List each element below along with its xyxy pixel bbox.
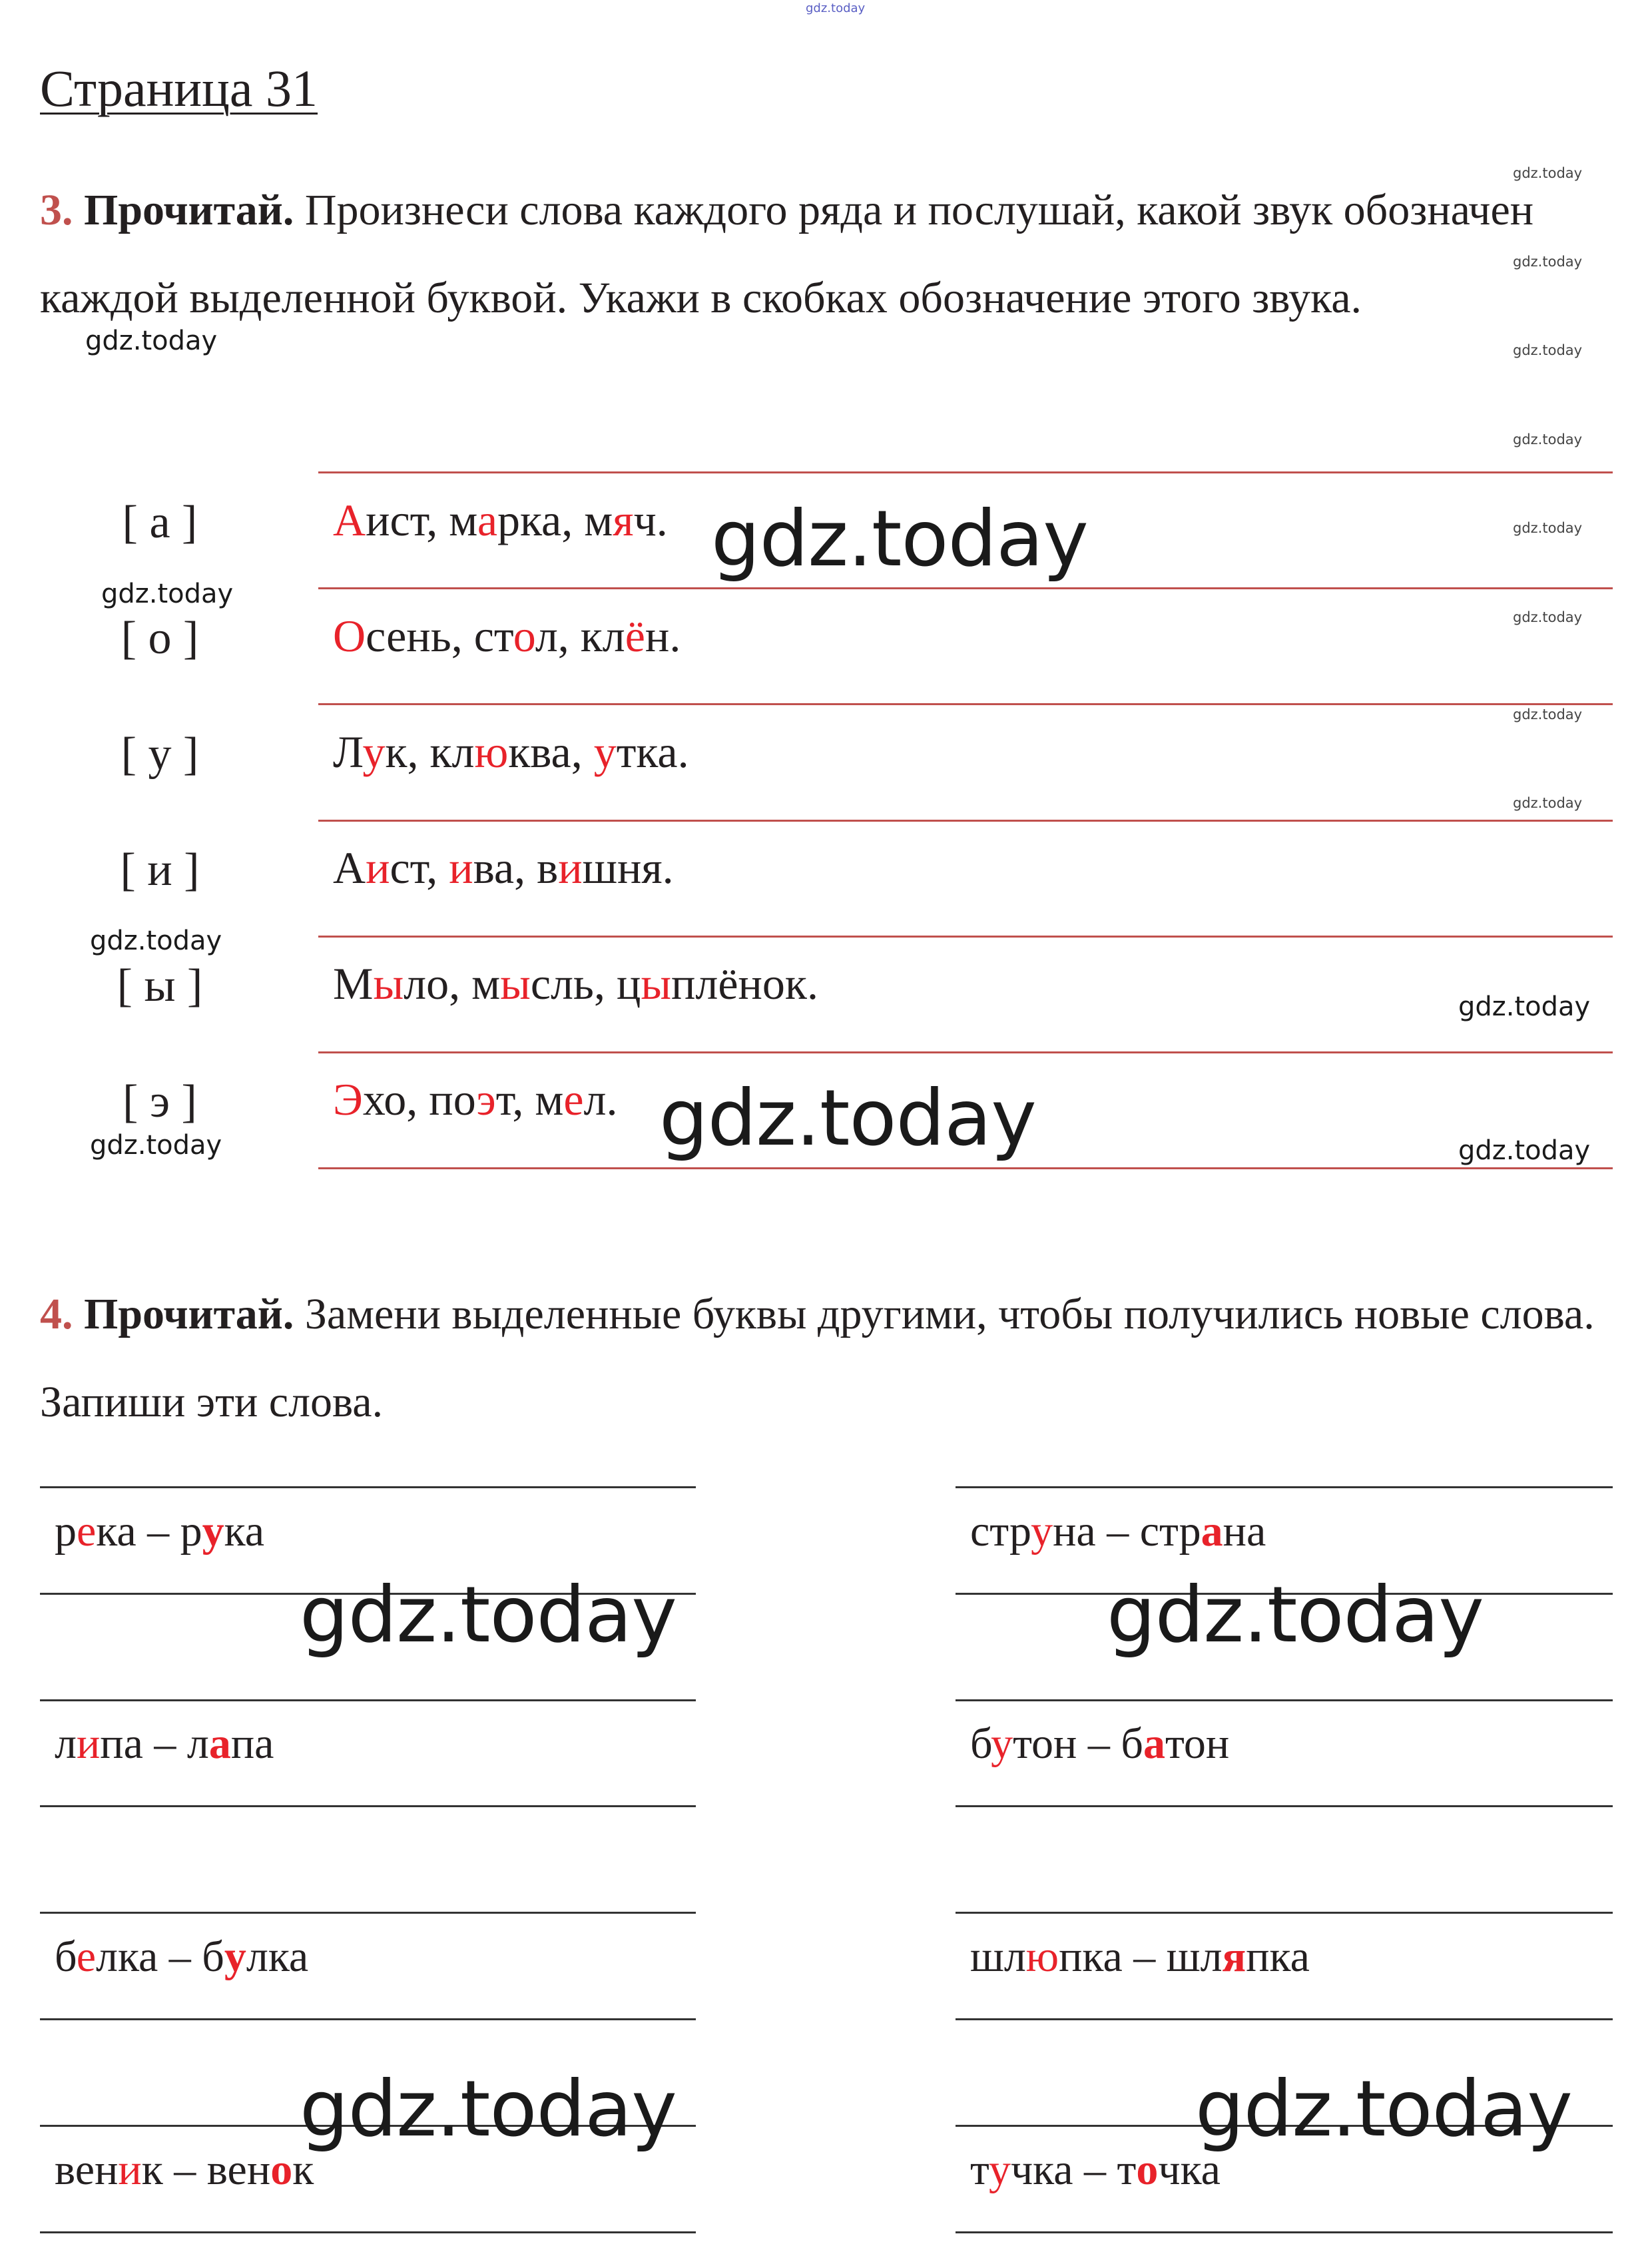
word-text: р [55, 1507, 77, 1555]
writing-line [318, 1167, 1613, 1169]
word-text: ква, [508, 726, 594, 777]
watermark-medium: gdz.today [85, 326, 218, 356]
word-text: пка [1246, 1932, 1310, 1981]
word-text: ист, м [366, 495, 477, 545]
word-text: лка [246, 1932, 309, 1981]
watermark-top: gdz.today [806, 1, 866, 15]
word-row [333, 494, 668, 547]
highlighted-letter: у [988, 2145, 1011, 2194]
highlighted-letter: и [449, 842, 473, 893]
word-text: ва, в [473, 842, 559, 893]
writing-line [956, 2231, 1613, 2233]
watermark-medium: gdz.today [101, 579, 234, 609]
highlighted-letter: я [613, 495, 634, 545]
word-text: л. [583, 1074, 618, 1125]
watermark-medium: gdz.today [1458, 1135, 1591, 1166]
watermark-large: gdz.today [1107, 1570, 1484, 1660]
word-text: к – вен [141, 2145, 271, 2194]
highlighted-letter: у [202, 1507, 224, 1555]
highlighted-letter: ы [641, 958, 672, 1009]
word-text: ст, [390, 842, 449, 893]
task3-number: 3. [40, 186, 73, 234]
sound-label: [ о ] [121, 613, 199, 664]
highlighted-letter: А [333, 495, 366, 545]
word-text: па [230, 1719, 274, 1768]
writing-line [956, 1805, 1613, 1807]
highlighted-letter: я [1222, 1932, 1246, 1981]
highlighted-letter: у [1031, 1507, 1053, 1555]
sound-label: [ а ] [122, 497, 198, 548]
word-text: тка. [616, 726, 689, 777]
word-text: рка, м [497, 495, 613, 545]
writing-line [40, 1486, 696, 1488]
word-text: тон – б [1013, 1719, 1143, 1768]
highlighted-letter: и [76, 1719, 101, 1768]
watermark-large: gdz.today [659, 1073, 1036, 1163]
task4-text: Замени выделенные буквы другими, чтобы получились новые слова. Запиши эти слова. [40, 1290, 1595, 1426]
highlighted-letter: е [76, 1932, 97, 1981]
highlighted-letter: у [991, 1719, 1013, 1768]
word-text: ка [224, 1507, 265, 1555]
watermark-large: gdz.today [300, 1570, 677, 1660]
writing-line [956, 1912, 1613, 1914]
word-row [333, 958, 818, 1010]
word-text: стр [970, 1507, 1031, 1555]
highlighted-letter: ё [625, 611, 645, 661]
task4-number: 4. [40, 1290, 73, 1338]
highlighted-letter: у [362, 726, 386, 777]
word-text: на – стр [1053, 1507, 1201, 1555]
word-text: л [55, 1719, 77, 1768]
writing-line [40, 1912, 696, 1914]
writing-line [318, 703, 1613, 705]
watermark-small: gdz.today [1513, 342, 1583, 358]
word-text: лка – б [96, 1932, 224, 1981]
highlighted-letter: ю [1025, 1932, 1059, 1981]
watermark-large: gdz.today [1195, 2064, 1572, 2154]
writing-line [318, 1051, 1613, 1053]
highlighted-letter: и [366, 842, 390, 893]
writing-line [40, 2018, 696, 2020]
watermark-medium: gdz.today [90, 926, 222, 956]
word-text: б [55, 1932, 77, 1981]
highlighted-letter: ы [373, 958, 404, 1009]
highlighted-letter: ы [500, 958, 531, 1009]
watermark-medium: gdz.today [90, 1130, 222, 1161]
watermark-small: gdz.today [1513, 706, 1583, 722]
word-text: пка – шл [1059, 1932, 1223, 1981]
word-pair [55, 1932, 308, 1982]
word-text: ло, м [404, 958, 501, 1009]
watermark-small: gdz.today [1513, 165, 1583, 181]
word-text: т [970, 2145, 989, 2194]
word-text: па – л [100, 1719, 209, 1768]
word-pair [970, 1932, 1310, 1982]
word-text: тон [1165, 1719, 1230, 1768]
writing-line [40, 1805, 696, 1807]
word-pair [970, 1506, 1266, 1557]
highlighted-letter: ю [474, 726, 509, 777]
word-pair [55, 2145, 314, 2195]
highlighted-letter: е [77, 1507, 97, 1555]
highlighted-letter: Э [333, 1074, 363, 1125]
highlighted-letter: о [270, 2145, 293, 2194]
word-text: А [333, 842, 366, 893]
highlighted-letter: у [224, 1932, 246, 1981]
sound-label: [ и ] [120, 844, 200, 896]
highlighted-letter: О [333, 611, 366, 661]
word-text: хо, по [362, 1074, 477, 1125]
sound-label: [ у ] [121, 728, 199, 780]
task3-text: Произнеси слова каждого ряда и послушай, какой звук обозначен каждой выделенной буквой. Укажи в скобках обозначение этого звука. [40, 186, 1534, 322]
word-text: на [1223, 1507, 1266, 1555]
task4-heading: Прочитай. [84, 1290, 294, 1338]
word-text: н. [645, 611, 681, 661]
writing-line [318, 820, 1613, 822]
word-text: шня. [582, 842, 674, 893]
task3-instructions [40, 166, 1598, 342]
highlighted-letter: е [563, 1074, 584, 1125]
highlighted-letter: а [1143, 1719, 1165, 1768]
watermark-small: gdz.today [1513, 520, 1583, 536]
word-text: сень, ст [366, 611, 513, 661]
word-pair [970, 2145, 1221, 2195]
task3-heading: Прочитай. [84, 186, 294, 234]
word-text: Л [333, 726, 363, 777]
word-text: л, кл [535, 611, 625, 661]
word-pair [970, 1719, 1229, 1769]
highlighted-letter: и [118, 2145, 142, 2194]
word-row [333, 726, 689, 778]
word-text: шл [970, 1932, 1026, 1981]
writing-line [40, 1699, 696, 1701]
highlighted-letter: о [513, 611, 535, 661]
word-text: б [970, 1719, 991, 1768]
watermark-large: gdz.today [300, 2064, 677, 2154]
writing-line [956, 1486, 1613, 1488]
task4-instructions [40, 1270, 1598, 1446]
word-text: М [333, 958, 374, 1009]
word-pair [55, 1506, 264, 1557]
highlighted-letter: у [593, 726, 617, 777]
page-title: Страница 31 [40, 59, 318, 117]
writing-line [318, 587, 1613, 589]
highlighted-letter: а [477, 495, 498, 545]
word-text: ка – р [96, 1507, 202, 1555]
word-text: вен [55, 2145, 119, 2194]
sound-label: [ ы ] [117, 960, 203, 1011]
watermark-small: gdz.today [1513, 254, 1583, 270]
watermark-large: gdz.today [711, 494, 1088, 584]
writing-line [318, 471, 1613, 473]
word-row [333, 1073, 617, 1126]
word-row [333, 610, 681, 663]
word-text: ч. [633, 495, 668, 545]
watermark-medium: gdz.today [1458, 991, 1591, 1022]
watermark-small: gdz.today [1513, 609, 1583, 625]
word-text: сль, ц [530, 958, 641, 1009]
highlighted-letter: а [1201, 1507, 1223, 1555]
writing-line [40, 2231, 696, 2233]
word-text: к, кл [385, 726, 475, 777]
sound-label: [ э ] [123, 1076, 197, 1127]
watermark-small: gdz.today [1513, 795, 1583, 811]
highlighted-letter: а [208, 1719, 231, 1768]
word-row [333, 842, 674, 894]
writing-line [956, 1699, 1613, 1701]
word-text: чка – т [1010, 2145, 1137, 2194]
writing-line [318, 936, 1613, 938]
word-text: плёнок. [671, 958, 818, 1009]
highlighted-letter: э [476, 1074, 496, 1125]
highlighted-letter: о [1136, 2145, 1159, 2194]
word-text: т, м [495, 1074, 564, 1125]
word-text: чка [1158, 2145, 1221, 2194]
watermark-small: gdz.today [1513, 431, 1583, 447]
writing-line [956, 2018, 1613, 2020]
highlighted-letter: и [558, 842, 583, 893]
word-text: к [292, 2145, 314, 2194]
word-pair [55, 1719, 274, 1769]
